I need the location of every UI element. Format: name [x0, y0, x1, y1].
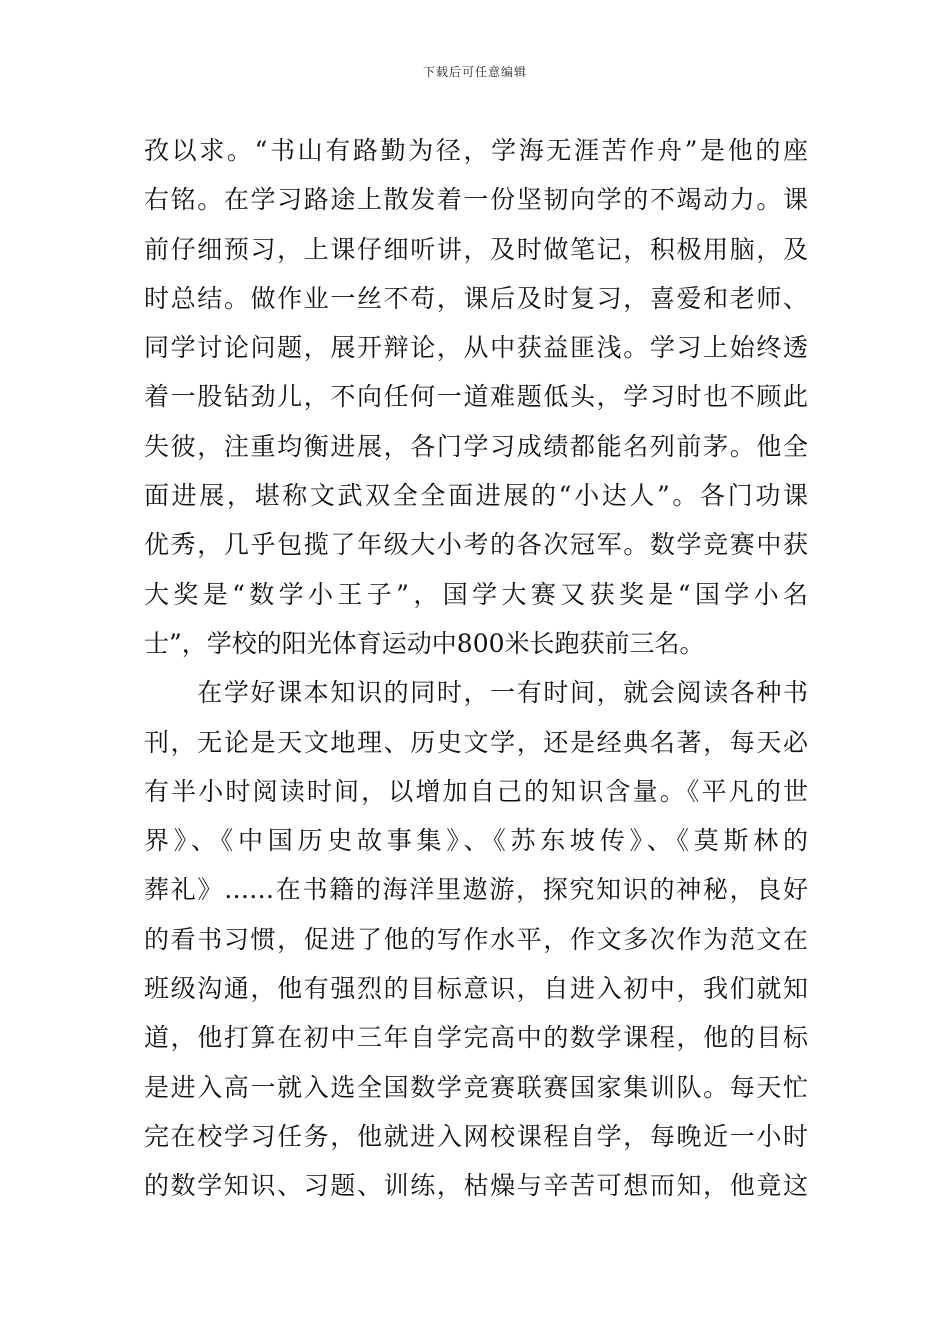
text-line: 时总结。做作业一丝不苟，课后及时复习，喜爱和老师、 [144, 283, 808, 313]
text-line: 面进展，堪称文武双全全面进展的“小达人”。各门功课 [144, 481, 808, 511]
text-line: 前仔细预习，上课仔细听讲，及时做笔记，积极用脑，及 [144, 234, 808, 264]
text-line: 班级沟通，他有强烈的目标意识，自进入初中，我们就知 [144, 974, 808, 1004]
text-line: 同学讨论问题，展开辩论，从中获益匪浅。学习上始终透 [144, 333, 808, 363]
text-line: 界》、《中国历史故事集》、《苏东坡传》、《莫斯林的 [144, 826, 808, 856]
text-line: 着一股钻劲儿，不向任何一道难题低头，学习时也不顾此 [144, 382, 808, 412]
text-line: 失彼，注重均衡进展，各门学习成绩都能名列前茅。他全 [144, 431, 808, 461]
text-line: 是进入高一就入选全国数学竞赛联赛国家集训队。每天忙 [144, 1072, 808, 1102]
text-line: 有半小时阅读时间，以增加自己的知识含量。《平凡的世 [144, 776, 808, 806]
paragraph-first-line: 在学好课本知识的同时，一有时间，就会阅读各种书 [144, 678, 808, 708]
body-text [144, 126, 808, 1211]
text-line: 葬礼》……在书籍的海洋里遨游，探究知识的神秘，良好 [144, 875, 808, 905]
page-header: 下载后可任意编辑 [422, 65, 527, 79]
text-line: 右铭。在学习路途上散发着一份坚韧向学的不竭动力。课 [144, 185, 808, 215]
text-line: 的看书习惯，促进了他的写作水平，作文多次作为范文在 [144, 924, 808, 954]
text-line: 孜以求。“书山有路勤为径，学海无涯苦作舟”是他的座 [144, 136, 808, 165]
text-line: 刊，无论是天文地理、历史文学，还是经典名著，每天必 [144, 727, 808, 757]
text-line: 的数学知识、习题、训练，枯燥与辛苦可想而知，他竟这 [144, 1171, 808, 1201]
paragraph-last-line: 士”，学校的阳光体育运动中800米长跑获前三名。 [144, 628, 705, 658]
text-line: 完在校学习任务，他就进入网校课程自学，每晚近一小时 [144, 1121, 808, 1151]
text-line: 大奖是“数学小王子”，国学大赛又获奖是“国学小名 [144, 579, 808, 609]
text-line: 道，他打算在初中三年自学完高中的数学课程，他的目标 [144, 1023, 808, 1053]
text-line: 优秀，几乎包揽了年级大小考的各次冠军。数学竞赛中获 [144, 530, 808, 560]
